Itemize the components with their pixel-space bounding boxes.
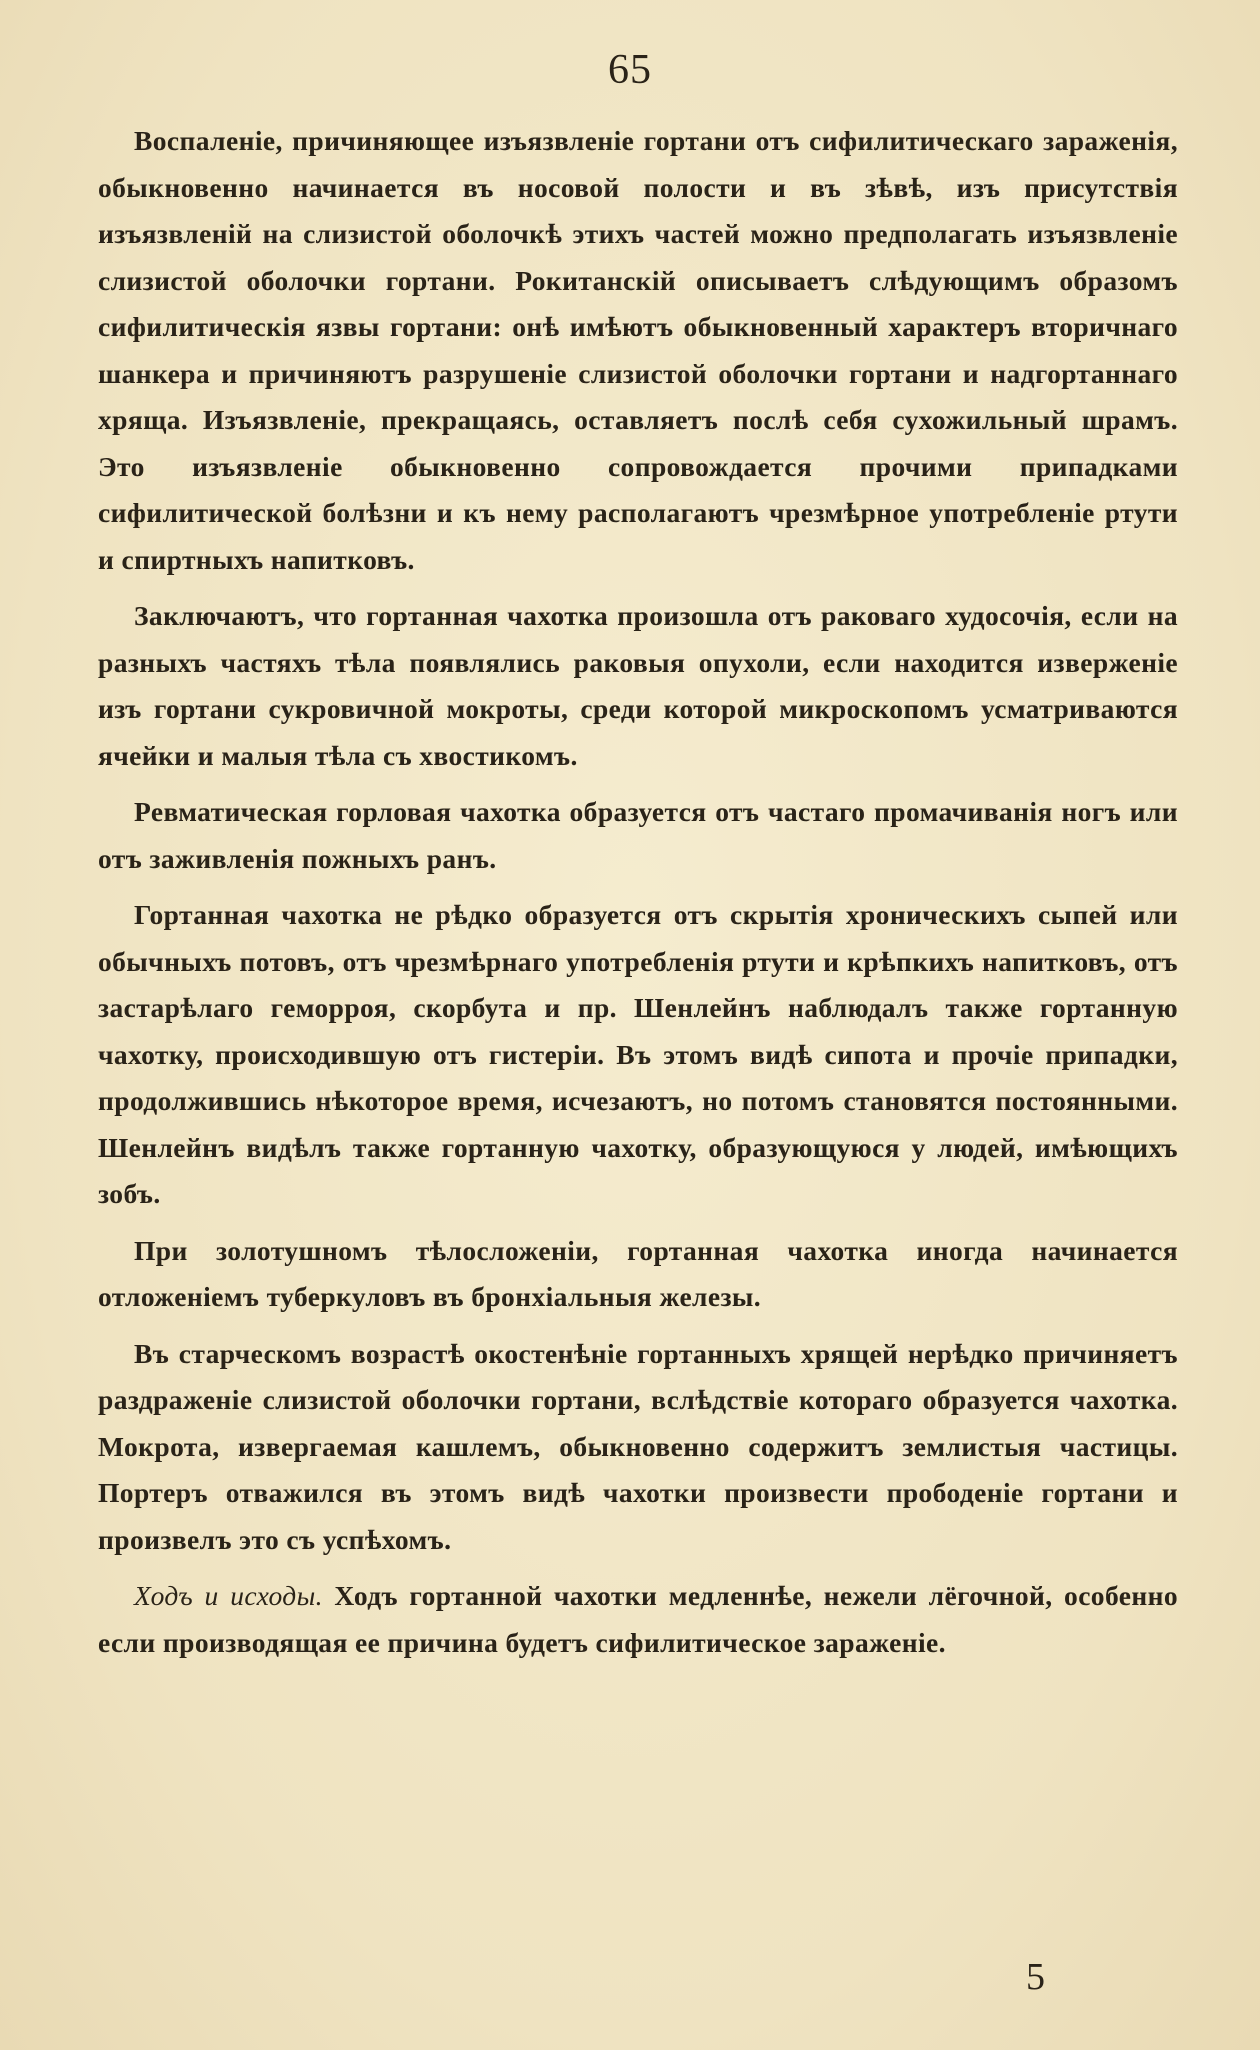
paragraph-text: Ходъ гортанной чахотки медленнѣе, нежели лёгочной, особенно если производящая ее причина будетъ сифилитическое зараженіе. [98,1580,1178,1658]
paragraph: Заключаютъ, что гортанная чахотка произошла отъ раковаго худосочія, если на разныхъ частяхъ тѣла появлялись раковыя опухоли, если находится изверженіе изъ гортани сукровичной мокроты, среди которой микроскопомъ усматриваются ячейки и малыя тѣла съ хвостикомъ. [98,600,1178,771]
paragraph-last [98,1573,1178,1666]
paragraph: Въ старческомъ возрастѣ окостенѣніе гортанныхъ хрящей нерѣдко причиняетъ раздраженіе слизистой оболочки гортани, вслѣдствіе котораго образуется чахотка. Мокрота, извергаемая кашлемъ, обыкновенно содержитъ землистыя частицы. Портеръ отважился въ этомъ видѣ чахотки произвести прободеніе гортани и произвелъ это съ успѣхомъ. [98,1337,1178,1555]
printer-signature-mark: 5 [1026,1956,1045,1998]
paragraph: Воспаленіе, причиняющее изъязвленіе гортани отъ сифилитическаго зараженія, обыкновенно начинается въ носовой полости и въ зѣвѣ, изъ присутствія изъязвленій на слизистой оболочкѣ этихъ частей можно предполагать изъязвленіе слизистой оболочки гортани. Рокитанскій описываетъ слѣдующимъ образомъ сифилитическія язвы гортани: онѣ имѣютъ обыкновенный характеръ вторичнаго шанкера и причиняютъ разрушеніе слизистой оболочки гортани и надгортаннаго хряща. Изъязвленіе, прекращаясь, оставляетъ послѣ себя сухожильный шрамъ. Это изъязвленіе обыкновенно сопровождается прочими припадками сифилитической болѣзни и къ нему располагаютъ чрезмѣрное употребленіе ртути и спиртныхъ напитковъ. [98,125,1178,575]
paragraph: Ревматическая горловая чахотка образуется отъ частаго промачиванія ногъ или отъ заживленія пожныхъ ранъ. [98,796,1178,874]
section-heading: Ходъ и исходы. [134,1580,323,1611]
paragraph: Гортанная чахотка не рѣдко образуется отъ скрытія хроническихъ сыпей или обычныхъ потовъ, отъ чрезмѣрнаго употребленія ртути и крѣпкихъ напитковъ, отъ застарѣлаго геморроя, скорбута и пр. Шенлейнъ наблюдалъ также гортанную чахотку, происходившую отъ гистеріи. Въ этомъ видѣ сипота и прочіе припадки, продолжившись нѣкоторое время, исчезаютъ, но потомъ становятся постоянными. Шенлейнъ видѣлъ также гортанную чахотку, образующуюся у людей, имѣющихъ зобъ. [98,899,1178,1209]
page-number: 65 [608,47,652,93]
paragraph: При золотушномъ тѣлосложеніи, гортанная чахотка иногда начинается отложеніемъ туберкуловъ въ бронхіальныя железы. [98,1234,1178,1312]
body-text [98,118,1178,1676]
